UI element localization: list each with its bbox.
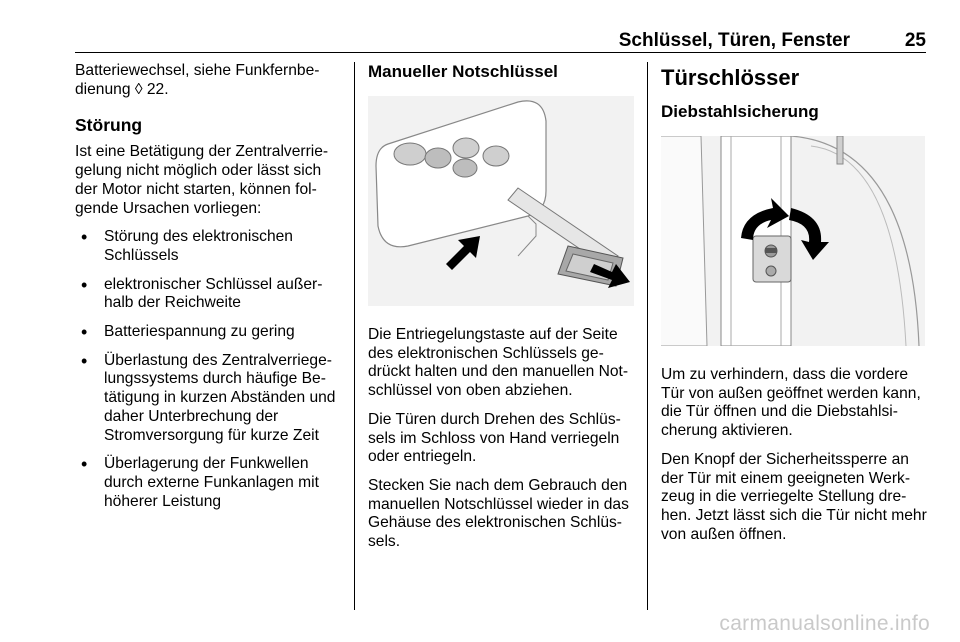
cause-list-item: • Überlagerung der Funkwellen durch externe Funkanlagen mit höherer Leistung [75, 455, 343, 511]
cause-list [75, 228, 343, 511]
notschluessel-paragraph: Die Entriegelungstaste auf der Seite des elektronischen Schlüssels ge-drückt halten und den manuellen Not-schlüssel von oben abziehen. [368, 326, 629, 400]
diebstahlsicherung-paragraph: Um zu verhindern, dass die vordere Tür von außen geöffnet werden kann, die Tür öffnen und die Diebstahlsi-cherung aktivieren. [661, 366, 921, 440]
smart-key-drawing [368, 96, 634, 306]
child-lock-drawing [661, 136, 925, 346]
diebstahlsicherung-paragraph: Den Knopf der Sicherheitssperre an der Tür mit einem geeigneten Werk-zeug in die verriegelte Stellung dre-hen. Jetzt lässt sich die Tür nicht mehr von außen öffnen. [661, 450, 927, 543]
watermark: carmanualsonline.info [719, 612, 930, 635]
section-heading-stoerung: Störung [75, 115, 143, 136]
lock-mechanism [753, 236, 791, 282]
page-header [75, 24, 926, 53]
cause-list-item: • Batteriespannung zu gering [75, 323, 343, 342]
section-heading-tuerschloesser: Türschlösser [661, 65, 800, 90]
cause-list-item: • elektronischer Schlüssel außer-halb der Reichweite [75, 276, 343, 313]
notschluessel-paragraph: Stecken Sie nach dem Gebrauch den manuellen Notschlüssel wieder in das Gehäuse des elektronischen Schlüs-sels. [368, 476, 629, 551]
column-middle [368, 62, 636, 562]
battery-reference-line2: dienung ◊ 22. [75, 80, 169, 98]
column-left [75, 62, 343, 521]
smart-key-illustration [368, 96, 634, 306]
column-divider [647, 62, 648, 610]
section-heading-notschluessel: Manueller Notschlüssel [368, 62, 558, 81]
page-number: 25 [904, 30, 926, 51]
notschluessel-paragraph: Die Türen durch Drehen des Schlüs-sels im Schloss von Hand verriegeln oder entriegeln. [368, 410, 621, 466]
key-card-body [376, 101, 546, 256]
child-lock-illustration [661, 136, 925, 346]
stoerung-body: Ist eine Betätigung der Zentralverrie-gelung nicht möglich oder lässt sich der Motor nicht starten, können fol-gende Ursachen vorliegen: [75, 143, 329, 217]
column-divider [354, 62, 355, 610]
push-arrow-icon [446, 236, 480, 270]
cause-list-item: • Überlastung des Zentralverriege-lungssystems durch häufige Be-tätigung in kurzen Abständen und daher Unterbrechung der Stromversorgung für kurze Zeit [75, 352, 343, 446]
subsection-heading-diebstahlsicherung: Diebstahlsicherung [661, 102, 819, 121]
page-header-title: Schlüssel, Türen, Fenster [618, 30, 850, 51]
cause-list-item: • Störung des elektronischen Schlüssels [75, 228, 343, 265]
battery-reference-line1: Batteriewechsel, siehe Funkfernbe- [75, 62, 320, 79]
column-right [661, 62, 929, 554]
rotate-right-arrow-icon [789, 208, 829, 260]
battery-reference [75, 62, 343, 99]
